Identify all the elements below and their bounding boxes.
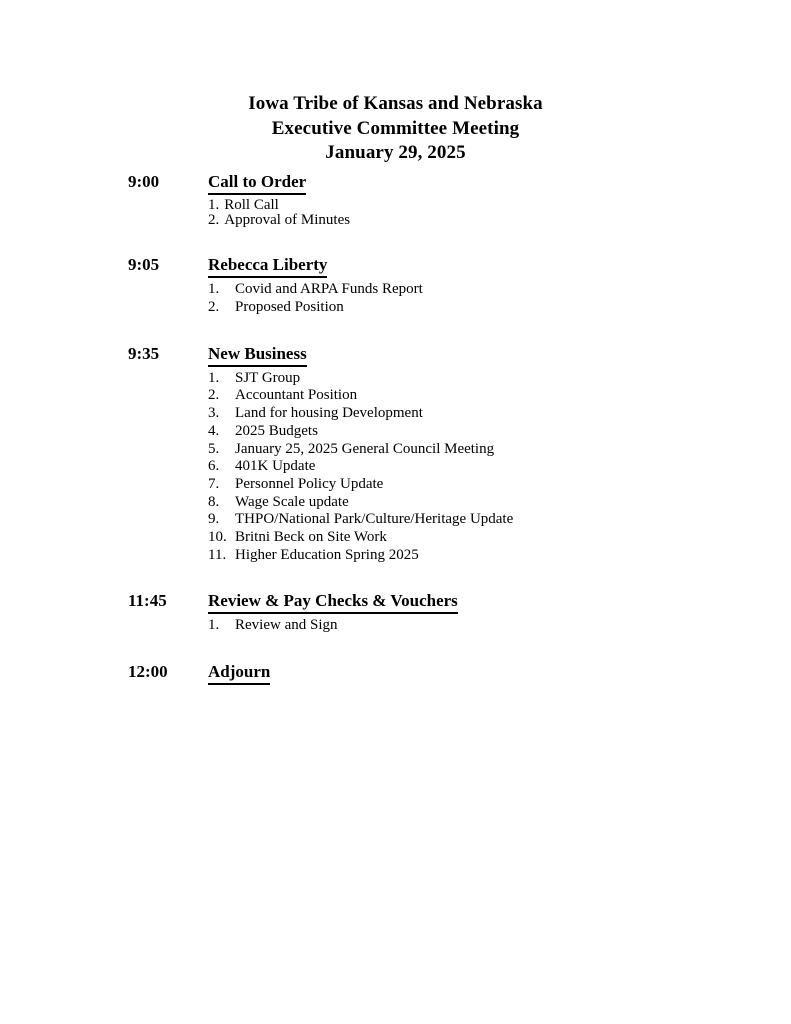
agenda-item-number: 1. [208,369,220,386]
document-title: Iowa Tribe of Kansas and Nebraska [248,93,543,114]
agenda-item-text: 2025 Budgets [235,422,318,439]
agenda-item-number: 5. [208,440,220,457]
agenda-item-number: 2. [208,211,220,228]
agenda-item-text: Covid and ARPA Funds Report [235,281,423,298]
agenda-section [0,255,791,316]
section-content [208,255,791,316]
agenda-item [208,511,791,529]
section-items [208,198,791,229]
agenda-item-text: Accountant Position [235,387,358,404]
agenda-item-number: 10. [208,529,227,546]
section-items [208,617,791,635]
agenda-item-number: 7. [208,475,220,492]
section-heading [208,255,791,278]
agenda-item [208,405,791,423]
agenda-item-number: 1. [208,281,220,298]
agenda-item-text: SJT Group [235,369,301,386]
section-time: 11:45 [128,591,167,611]
agenda-item [208,547,791,565]
agenda-item-text: Review and Sign [235,617,338,634]
agenda-item-text: Britni Beck on Site Work [235,529,387,546]
agenda-item [208,370,791,388]
agenda-item-number: 2. [208,387,220,404]
agenda-item-number: 3. [208,405,220,422]
section-content [208,662,791,688]
agenda-item-number: 8. [208,493,220,510]
section-heading-text: New Business [208,344,307,367]
agenda-item [208,458,791,476]
section-heading [208,172,791,195]
agenda-item-number: 11. [208,546,227,563]
agenda-section [0,662,791,688]
section-heading [208,591,791,614]
section-heading-text: Review & Pay Checks & Vouchers [208,591,458,614]
section-time: 9:00 [128,171,160,191]
section-heading-text: Rebecca Liberty [208,255,327,278]
agenda-item-number: 4. [208,422,220,439]
section-time: 9:35 [128,343,160,363]
section-content [208,172,791,229]
agenda-item [208,441,791,459]
section-heading-text: Call to Order [208,172,306,195]
agenda-item-text: Roll Call [224,196,279,213]
agenda-section [0,591,791,635]
agenda-item [208,299,791,317]
section-content [208,591,791,635]
agenda-item [208,529,791,547]
agenda-section [0,172,791,229]
agenda-item [208,476,791,494]
document-subtitle: Executive Committee Meeting [271,117,520,139]
agenda-item [208,494,791,512]
section-heading-text: Adjourn [208,662,270,685]
agenda-item [208,213,791,228]
agenda-item-number: 9. [208,511,220,528]
agenda-item-text: Proposed Position [235,299,344,316]
agenda-section [0,344,791,565]
agenda-item [208,387,791,405]
agenda-item-text: Higher Education Spring 2025 [235,546,419,563]
section-heading [208,344,791,367]
section-items [208,370,791,565]
agenda-item-text: Wage Scale update [235,493,349,510]
agenda-item [208,281,791,299]
agenda-sections [0,166,791,689]
agenda-item-number: 6. [208,458,220,475]
document-date: January 29, 2025 [325,142,466,163]
agenda-item-number: 1. [208,617,220,634]
agenda-item [208,198,791,213]
agenda-item [208,617,791,635]
agenda-item-text: Land for housing Development [235,405,423,422]
agenda-item-text: Personnel Policy Update [235,475,384,492]
agenda-item [208,423,791,441]
document-header [0,0,791,166]
agenda-item-number: 2. [208,299,220,316]
section-time: 9:05 [128,255,160,275]
agenda-item-text: 401K Update [235,458,316,475]
section-heading [208,662,791,685]
agenda-item-text: January 25, 2025 General Council Meeting [235,440,495,457]
section-content [208,344,791,565]
section-time: 12:00 [128,662,168,682]
agenda-item-text: THPO/National Park/Culture/Heritage Update [235,511,514,528]
agenda-item-text: Approval of Minutes [224,211,351,228]
agenda-item-number: 1. [208,196,220,213]
section-items [208,281,791,316]
